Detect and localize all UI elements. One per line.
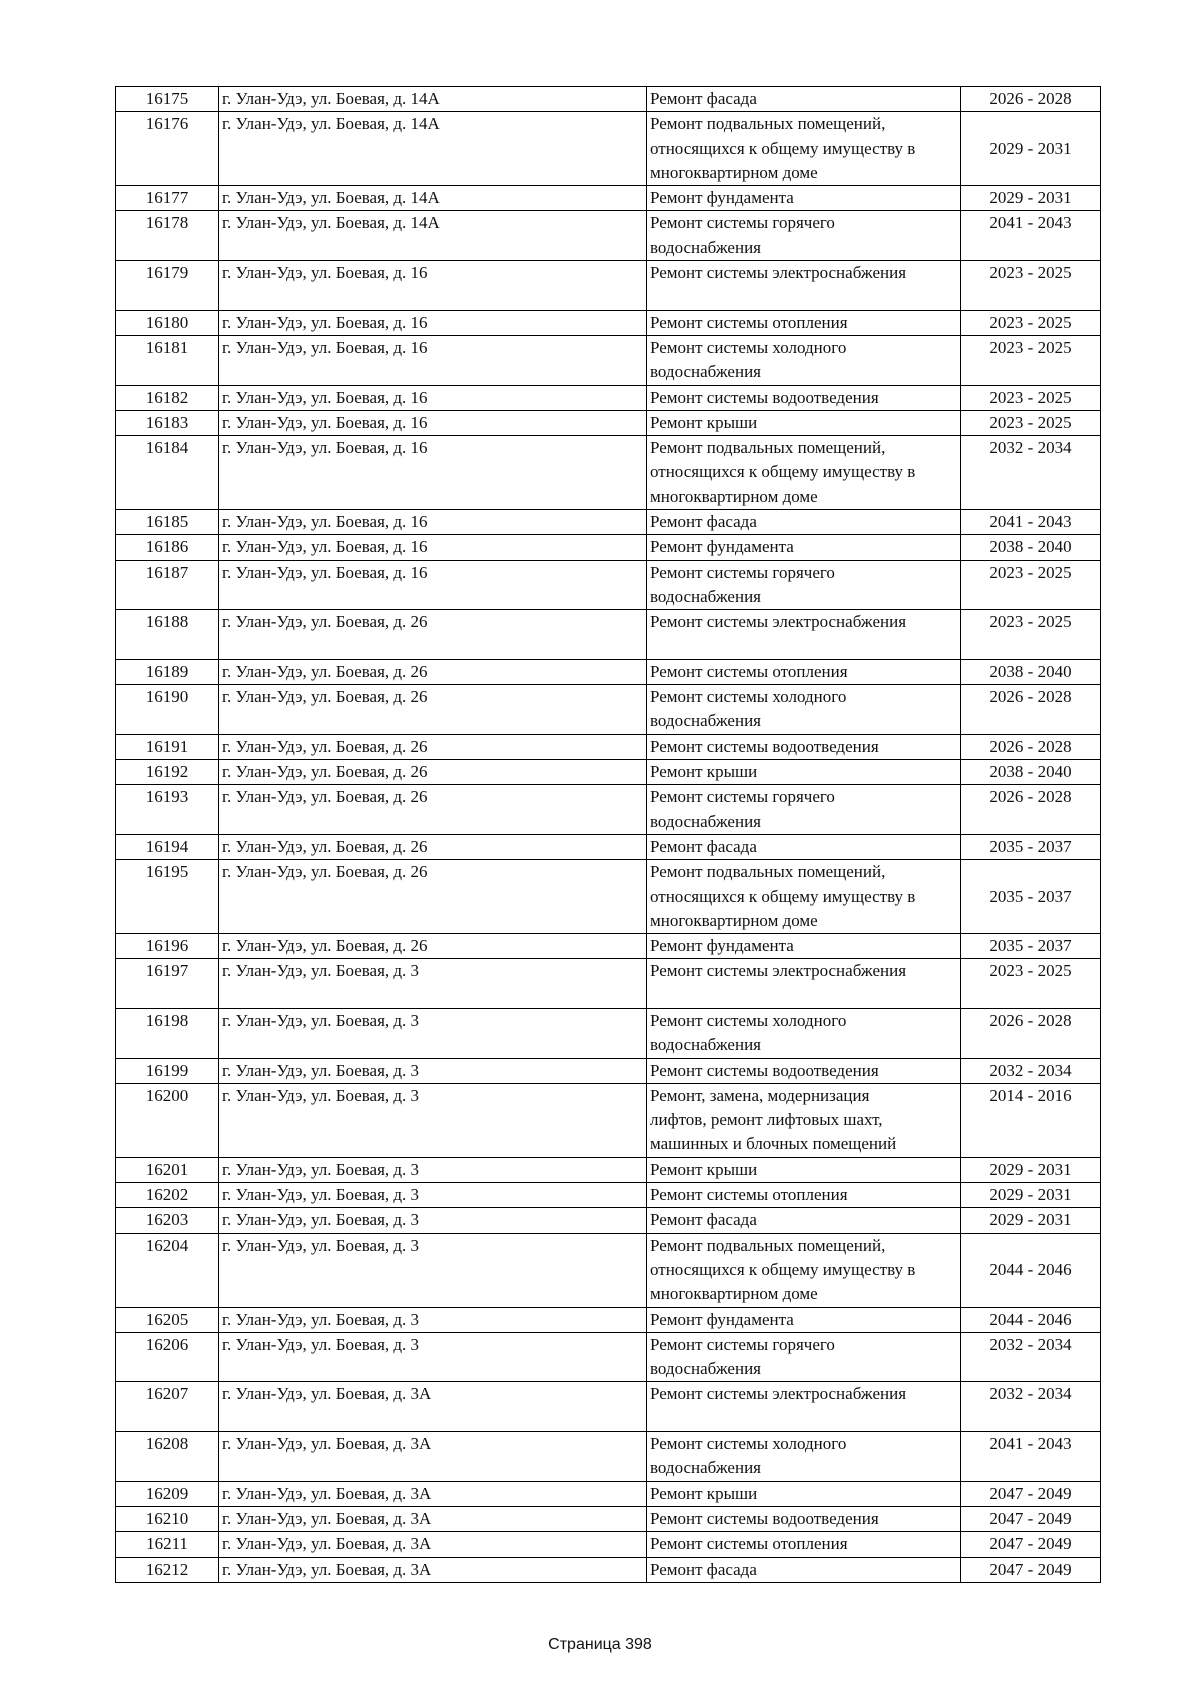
row-period: 2023 - 2025 (961, 959, 1101, 1009)
row-address: г. Улан-Удэ, ул. Боевая, д. 26 (219, 685, 647, 735)
row-work-type (647, 1083, 961, 1157)
work-line: относящихся к общему имуществу в (650, 462, 916, 482)
row-work-type (647, 310, 961, 335)
row-number: 16207 (116, 1382, 219, 1432)
row-work-type (647, 112, 961, 186)
row-period: 2026 - 2028 (961, 734, 1101, 759)
row-period: 2026 - 2028 (961, 1008, 1101, 1058)
work-line: Ремонт системы холодного (650, 1010, 847, 1030)
work-line (650, 285, 957, 309)
row-address: г. Улан-Удэ, ул. Боевая, д. 14А (219, 112, 647, 186)
row-work-type (647, 1532, 961, 1557)
table-row (116, 87, 1101, 112)
row-number: 16178 (116, 211, 219, 261)
work-line: лифтов, ремонт лифтовых шахт, (650, 1110, 883, 1130)
row-period: 2035 - 2037 (961, 934, 1101, 959)
row-number: 16198 (116, 1008, 219, 1058)
row-work-type (647, 860, 961, 934)
row-address: г. Улан-Удэ, ул. Боевая, д. 14А (219, 211, 647, 261)
row-period: 2047 - 2049 (961, 1532, 1101, 1557)
row-address: г. Улан-Удэ, ул. Боевая, д. 16 (219, 535, 647, 560)
row-address: г. Улан-Удэ, ул. Боевая, д. 26 (219, 834, 647, 859)
row-address: г. Улан-Удэ, ул. Боевая, д. 26 (219, 785, 647, 835)
work-line: Ремонт крыши (650, 412, 758, 432)
work-line: Ремонт системы горячего (650, 213, 835, 233)
work-line: Ремонт фасада (650, 836, 757, 856)
work-line: Ремонт подвальных помещений, (650, 114, 886, 134)
row-period: 2035 - 2037 (961, 834, 1101, 859)
work-line: Ремонт системы отопления (650, 1185, 848, 1205)
table-row (116, 1058, 1101, 1083)
row-address: г. Улан-Удэ, ул. Боевая, д. 26 (219, 659, 647, 684)
row-address: г. Улан-Удэ, ул. Боевая, д. 3А (219, 1432, 647, 1482)
row-address: г. Улан-Удэ, ул. Боевая, д. 16 (219, 510, 647, 535)
work-line: Ремонт фундамента (650, 188, 794, 208)
work-line: Ремонт фундамента (650, 537, 794, 557)
row-period: 2044 - 2046 (961, 1233, 1101, 1307)
row-number: 16179 (116, 261, 219, 311)
row-number: 16185 (116, 510, 219, 535)
table-row (116, 261, 1101, 311)
row-number: 16209 (116, 1481, 219, 1506)
table-row (116, 335, 1101, 385)
row-work-type (647, 1233, 961, 1307)
work-line: Ремонт системы водоотведения (650, 1060, 879, 1080)
work-line: Ремонт крыши (650, 1159, 758, 1179)
row-work-type (647, 610, 961, 660)
row-number: 16189 (116, 659, 219, 684)
row-work-type (647, 685, 961, 735)
work-line: Ремонт подвальных помещений, (650, 438, 886, 458)
row-work-type (647, 186, 961, 211)
row-work-type (647, 659, 961, 684)
table-row (116, 560, 1101, 610)
row-work-type (647, 1506, 961, 1531)
row-work-type (647, 87, 961, 112)
row-number: 16201 (116, 1157, 219, 1182)
table-row (116, 535, 1101, 560)
table-row (116, 1183, 1101, 1208)
row-work-type (647, 1058, 961, 1083)
row-number: 16208 (116, 1432, 219, 1482)
row-work-type (647, 1432, 961, 1482)
row-period: 2023 - 2025 (961, 385, 1101, 410)
table-row (116, 1233, 1101, 1307)
work-line: Ремонт системы горячего (650, 787, 835, 807)
work-line: водоснабжения (650, 1035, 761, 1055)
row-address: г. Улан-Удэ, ул. Боевая, д. 16 (219, 261, 647, 311)
row-number: 16188 (116, 610, 219, 660)
table-row (116, 1208, 1101, 1233)
table-row (116, 1332, 1101, 1382)
work-line: Ремонт системы горячего (650, 562, 835, 582)
work-line: водоснабжения (650, 811, 761, 831)
work-line: Ремонт системы водоотведения (650, 1508, 879, 1528)
work-line: Ремонт подвальных помещений, (650, 1235, 886, 1255)
row-work-type (647, 335, 961, 385)
row-work-type (647, 959, 961, 1009)
row-number: 16193 (116, 785, 219, 835)
table-row (116, 1083, 1101, 1157)
table-row (116, 186, 1101, 211)
work-line: водоснабжения (650, 1359, 761, 1379)
work-line (650, 635, 957, 659)
work-line: Ремонт системы электроснабжения (650, 1384, 907, 1404)
row-period: 2023 - 2025 (961, 261, 1101, 311)
row-period: 2026 - 2028 (961, 87, 1101, 112)
table-row (116, 959, 1101, 1009)
row-work-type (647, 535, 961, 560)
row-address: г. Улан-Удэ, ул. Боевая, д. 3 (219, 1208, 647, 1233)
table-row (116, 1532, 1101, 1557)
work-line: водоснабжения (650, 237, 761, 257)
row-period: 2032 - 2034 (961, 436, 1101, 510)
row-address: г. Улан-Удэ, ул. Боевая, д. 3А (219, 1481, 647, 1506)
row-work-type (647, 1208, 961, 1233)
work-line: относящихся к общему имуществу в (650, 886, 916, 906)
row-work-type (647, 385, 961, 410)
work-line: относящихся к общему имуществу в (650, 138, 916, 158)
table-row (116, 860, 1101, 934)
row-number: 16175 (116, 87, 219, 112)
work-line: относящихся к общему имуществу в (650, 1259, 916, 1279)
row-number: 16191 (116, 734, 219, 759)
work-line: водоснабжения (650, 586, 761, 606)
table-row (116, 1307, 1101, 1332)
work-line: Ремонт системы водоотведения (650, 387, 879, 407)
row-address: г. Улан-Удэ, ул. Боевая, д. 26 (219, 610, 647, 660)
repair-schedule-table (115, 86, 1101, 1583)
work-line: Ремонт системы горячего (650, 1334, 835, 1354)
row-work-type (647, 211, 961, 261)
row-period: 2032 - 2034 (961, 1382, 1101, 1432)
row-number: 16212 (116, 1557, 219, 1582)
table-row (116, 659, 1101, 684)
table-row (116, 1008, 1101, 1058)
row-address: г. Улан-Удэ, ул. Боевая, д. 16 (219, 410, 647, 435)
row-number: 16205 (116, 1307, 219, 1332)
row-work-type (647, 934, 961, 959)
row-number: 16211 (116, 1532, 219, 1557)
row-address: г. Улан-Удэ, ул. Боевая, д. 3А (219, 1532, 647, 1557)
row-period: 2032 - 2034 (961, 1332, 1101, 1382)
page-number: Страница 398 (548, 1636, 652, 1653)
row-period: 2035 - 2037 (961, 860, 1101, 934)
row-number: 16181 (116, 335, 219, 385)
row-work-type (647, 1008, 961, 1058)
row-work-type (647, 1481, 961, 1506)
row-number: 16196 (116, 934, 219, 959)
row-period: 2038 - 2040 (961, 659, 1101, 684)
row-number: 16186 (116, 535, 219, 560)
table-row (116, 1481, 1101, 1506)
row-number: 16182 (116, 385, 219, 410)
row-work-type (647, 1183, 961, 1208)
work-line: многоквартирном доме (650, 1284, 818, 1304)
row-work-type (647, 560, 961, 610)
row-work-type (647, 436, 961, 510)
row-work-type (647, 510, 961, 535)
row-number: 16197 (116, 959, 219, 1009)
row-number: 16180 (116, 310, 219, 335)
row-period: 2023 - 2025 (961, 335, 1101, 385)
row-work-type (647, 785, 961, 835)
row-number: 16177 (116, 186, 219, 211)
work-line: Ремонт системы холодного (650, 337, 847, 357)
row-address: г. Улан-Удэ, ул. Боевая, д. 3 (219, 1008, 647, 1058)
row-number: 16210 (116, 1506, 219, 1531)
row-number: 16192 (116, 760, 219, 785)
row-period: 2023 - 2025 (961, 410, 1101, 435)
row-period: 2041 - 2043 (961, 510, 1101, 535)
table-row (116, 1432, 1101, 1482)
row-period: 2044 - 2046 (961, 1307, 1101, 1332)
row-period: 2047 - 2049 (961, 1557, 1101, 1582)
table-row (116, 934, 1101, 959)
row-address: г. Улан-Удэ, ул. Боевая, д. 16 (219, 436, 647, 510)
row-number: 16187 (116, 560, 219, 610)
row-period: 2041 - 2043 (961, 1432, 1101, 1482)
row-address: г. Улан-Удэ, ул. Боевая, д. 3 (219, 959, 647, 1009)
row-address: г. Улан-Удэ, ул. Боевая, д. 16 (219, 310, 647, 335)
row-work-type (647, 261, 961, 311)
table-row (116, 734, 1101, 759)
row-address: г. Улан-Удэ, ул. Боевая, д. 3А (219, 1382, 647, 1432)
row-address: г. Улан-Удэ, ул. Боевая, д. 3А (219, 1506, 647, 1531)
work-line: водоснабжения (650, 362, 761, 382)
work-line: Ремонт системы электроснабжения (650, 961, 907, 981)
table-row (116, 1506, 1101, 1531)
row-address: г. Улан-Удэ, ул. Боевая, д. 3 (219, 1157, 647, 1182)
row-number: 16202 (116, 1183, 219, 1208)
row-period: 2014 - 2016 (961, 1083, 1101, 1157)
row-period: 2029 - 2031 (961, 186, 1101, 211)
work-line: Ремонт крыши (650, 1483, 758, 1503)
work-line: Ремонт фасада (650, 512, 757, 532)
table-row (116, 385, 1101, 410)
table-row (116, 510, 1101, 535)
row-period: 2047 - 2049 (961, 1481, 1101, 1506)
row-work-type (647, 760, 961, 785)
row-number: 16195 (116, 860, 219, 934)
row-number: 16183 (116, 410, 219, 435)
row-address: г. Улан-Удэ, ул. Боевая, д. 3 (219, 1233, 647, 1307)
work-line: Ремонт фундамента (650, 1309, 794, 1329)
table-row (116, 685, 1101, 735)
row-work-type (647, 1382, 961, 1432)
row-number: 16206 (116, 1332, 219, 1382)
row-address: г. Улан-Удэ, ул. Боевая, д. 26 (219, 734, 647, 759)
table-row (116, 410, 1101, 435)
row-number: 16176 (116, 112, 219, 186)
row-period: 2041 - 2043 (961, 211, 1101, 261)
row-address: г. Улан-Удэ, ул. Боевая, д. 16 (219, 335, 647, 385)
row-period: 2047 - 2049 (961, 1506, 1101, 1531)
row-period: 2029 - 2031 (961, 1208, 1101, 1233)
table-row (116, 610, 1101, 660)
row-period: 2038 - 2040 (961, 535, 1101, 560)
row-work-type (647, 1157, 961, 1182)
table-row (116, 760, 1101, 785)
table-row (116, 211, 1101, 261)
row-address: г. Улан-Удэ, ул. Боевая, д. 3 (219, 1083, 647, 1157)
row-number: 16204 (116, 1233, 219, 1307)
row-number: 16200 (116, 1083, 219, 1157)
row-address: г. Улан-Удэ, ул. Боевая, д. 3 (219, 1058, 647, 1083)
row-address: г. Улан-Удэ, ул. Боевая, д. 16 (219, 560, 647, 610)
work-line: многоквартирном доме (650, 910, 818, 930)
work-line: Ремонт системы электроснабжения (650, 612, 907, 632)
row-work-type (647, 1307, 961, 1332)
row-period: 2029 - 2031 (961, 1183, 1101, 1208)
work-line: Ремонт системы холодного (650, 687, 847, 707)
table-row (116, 310, 1101, 335)
work-line: машинных и блочных помещений (650, 1134, 897, 1154)
work-line: водоснабжения (650, 1458, 761, 1478)
row-work-type (647, 734, 961, 759)
row-work-type (647, 834, 961, 859)
row-period: 2029 - 2031 (961, 1157, 1101, 1182)
row-period: 2023 - 2025 (961, 610, 1101, 660)
work-line: Ремонт системы электроснабжения (650, 263, 907, 283)
row-work-type (647, 1557, 961, 1582)
work-line: Ремонт системы отопления (650, 661, 848, 681)
work-line: Ремонт фасада (650, 1210, 757, 1230)
row-address: г. Улан-Удэ, ул. Боевая, д. 3 (219, 1332, 647, 1382)
row-work-type (647, 1332, 961, 1382)
row-address: г. Улан-Удэ, ул. Боевая, д. 26 (219, 934, 647, 959)
row-address: г. Улан-Удэ, ул. Боевая, д. 26 (219, 760, 647, 785)
row-address: г. Улан-Удэ, ул. Боевая, д. 14А (219, 87, 647, 112)
work-line: Ремонт крыши (650, 762, 758, 782)
row-number: 16194 (116, 834, 219, 859)
work-line: Ремонт подвальных помещений, (650, 862, 886, 882)
row-address: г. Улан-Удэ, ул. Боевая, д. 16 (219, 385, 647, 410)
row-address: г. Улан-Удэ, ул. Боевая, д. 3 (219, 1183, 647, 1208)
row-period: 2032 - 2034 (961, 1058, 1101, 1083)
repair-schedule-body (116, 87, 1101, 1583)
row-period: 2029 - 2031 (961, 112, 1101, 186)
row-number: 16199 (116, 1058, 219, 1083)
row-number: 16190 (116, 685, 219, 735)
table-row (116, 785, 1101, 835)
table-row (116, 112, 1101, 186)
table-row (116, 436, 1101, 510)
row-period: 2038 - 2040 (961, 760, 1101, 785)
row-address: г. Улан-Удэ, ул. Боевая, д. 26 (219, 860, 647, 934)
row-period: 2023 - 2025 (961, 310, 1101, 335)
row-number: 16184 (116, 436, 219, 510)
work-line: Ремонт системы холодного (650, 1434, 847, 1454)
work-line (650, 984, 957, 1008)
work-line: Ремонт, замена, модернизация (650, 1085, 870, 1105)
row-period: 2026 - 2028 (961, 685, 1101, 735)
row-period: 2023 - 2025 (961, 560, 1101, 610)
work-line: многоквартирном доме (650, 162, 818, 182)
table-row (116, 1557, 1101, 1582)
row-work-type (647, 410, 961, 435)
row-number: 16203 (116, 1208, 219, 1233)
work-line: Ремонт фасада (650, 1559, 757, 1579)
work-line: многоквартирном доме (650, 486, 818, 506)
work-line: Ремонт системы водоотведения (650, 736, 879, 756)
table-row (116, 1157, 1101, 1182)
row-address: г. Улан-Удэ, ул. Боевая, д. 3 (219, 1307, 647, 1332)
work-line: водоснабжения (650, 711, 761, 731)
work-line: Ремонт фундамента (650, 936, 794, 956)
row-address: г. Улан-Удэ, ул. Боевая, д. 3А (219, 1557, 647, 1582)
work-line: Ремонт фасада (650, 89, 757, 108)
table-row (116, 834, 1101, 859)
work-line: Ремонт системы отопления (650, 312, 848, 332)
work-line: Ремонт системы отопления (650, 1534, 848, 1554)
work-line (650, 1407, 957, 1431)
row-address: г. Улан-Удэ, ул. Боевая, д. 14А (219, 186, 647, 211)
table-row (116, 1382, 1101, 1432)
row-period: 2026 - 2028 (961, 785, 1101, 835)
